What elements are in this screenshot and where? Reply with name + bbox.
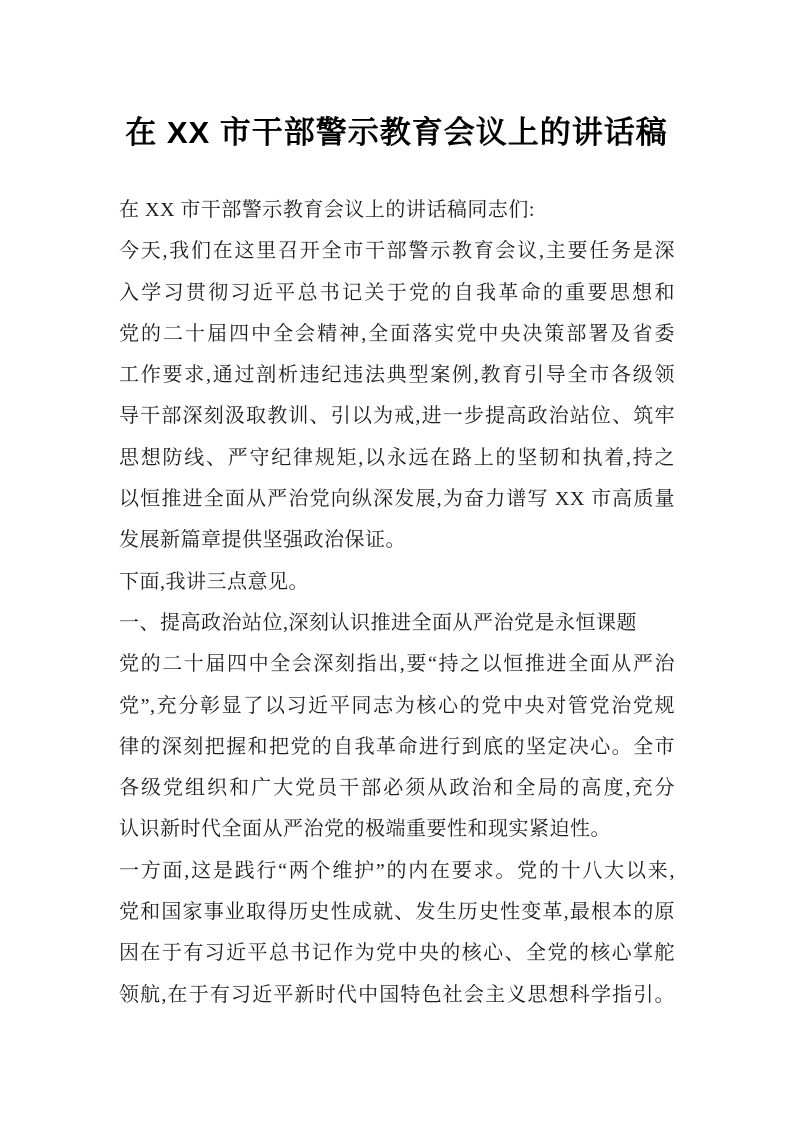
text-line: 领航,在于有习近平新时代中国特色社会主义思想科学指引。	[119, 983, 675, 1006]
text-line: 入学习贯彻习近平总书记关于党的自我革命的重要思想和	[119, 281, 675, 304]
document-body	[119, 190, 675, 1016]
text-line: 党的二十届四中全会精神,全面落实党中央决策部署及省委	[119, 322, 675, 345]
text-line: 党和国家事业取得历史性成就、发生历史性变革,最根本的原	[119, 901, 675, 924]
text-line: 发展新篇章提供坚强政治保证。	[119, 529, 406, 552]
document-title: 在 XX 市干部警示教育会议上的讲话稿	[125, 115, 668, 150]
text-line: 一方面,这是践行“两个维护”的内在要求。党的十八大以来,	[119, 859, 675, 882]
text-line: 各级党组织和广大党员干部必须从政治和全局的高度,充分	[119, 777, 675, 800]
text-line: 在 XX 市干部警示教育会议上的讲话稿同志们:	[119, 199, 535, 221]
text-line: 认识新时代全面从严治党的极端重要性和现实紧迫性。	[119, 818, 611, 841]
text-line: 以恒推进全面从严治党向纵深发展,为奋力谱写 XX 市高质量	[119, 488, 675, 511]
text-line: 导干部深刻汲取教训、引以为戒,进一步提高政治站位、筑牢	[119, 405, 675, 428]
text-line: 党”,充分彰显了以习近平同志为核心的党中央对管党治党规	[119, 694, 675, 717]
text-line: 因在于有习近平总书记作为党中央的核心、全党的核心掌舵	[119, 942, 675, 965]
text-line: 今天,我们在这里召开全市干部警示教育会议,主要任务是深	[119, 240, 675, 263]
text-line: 下面,我讲三点意见。	[119, 570, 309, 593]
text-line: 党的二十届四中全会深刻指出,要“持之以恒推进全面从严治	[119, 653, 675, 676]
text-line: 思想防线、严守纪律规矩,以永远在路上的坚韧和执着,持之	[119, 446, 675, 469]
text-line: 工作要求,通过剖析违纪违法典型案例,教育引导全市各级领	[119, 364, 675, 387]
text-line: 律的深刻把握和把党的自我革命进行到底的坚定决心。全市	[119, 735, 675, 758]
text-line: 一、提高政治站位,深刻认识推进全面从严治党是永恒课题	[119, 611, 637, 634]
